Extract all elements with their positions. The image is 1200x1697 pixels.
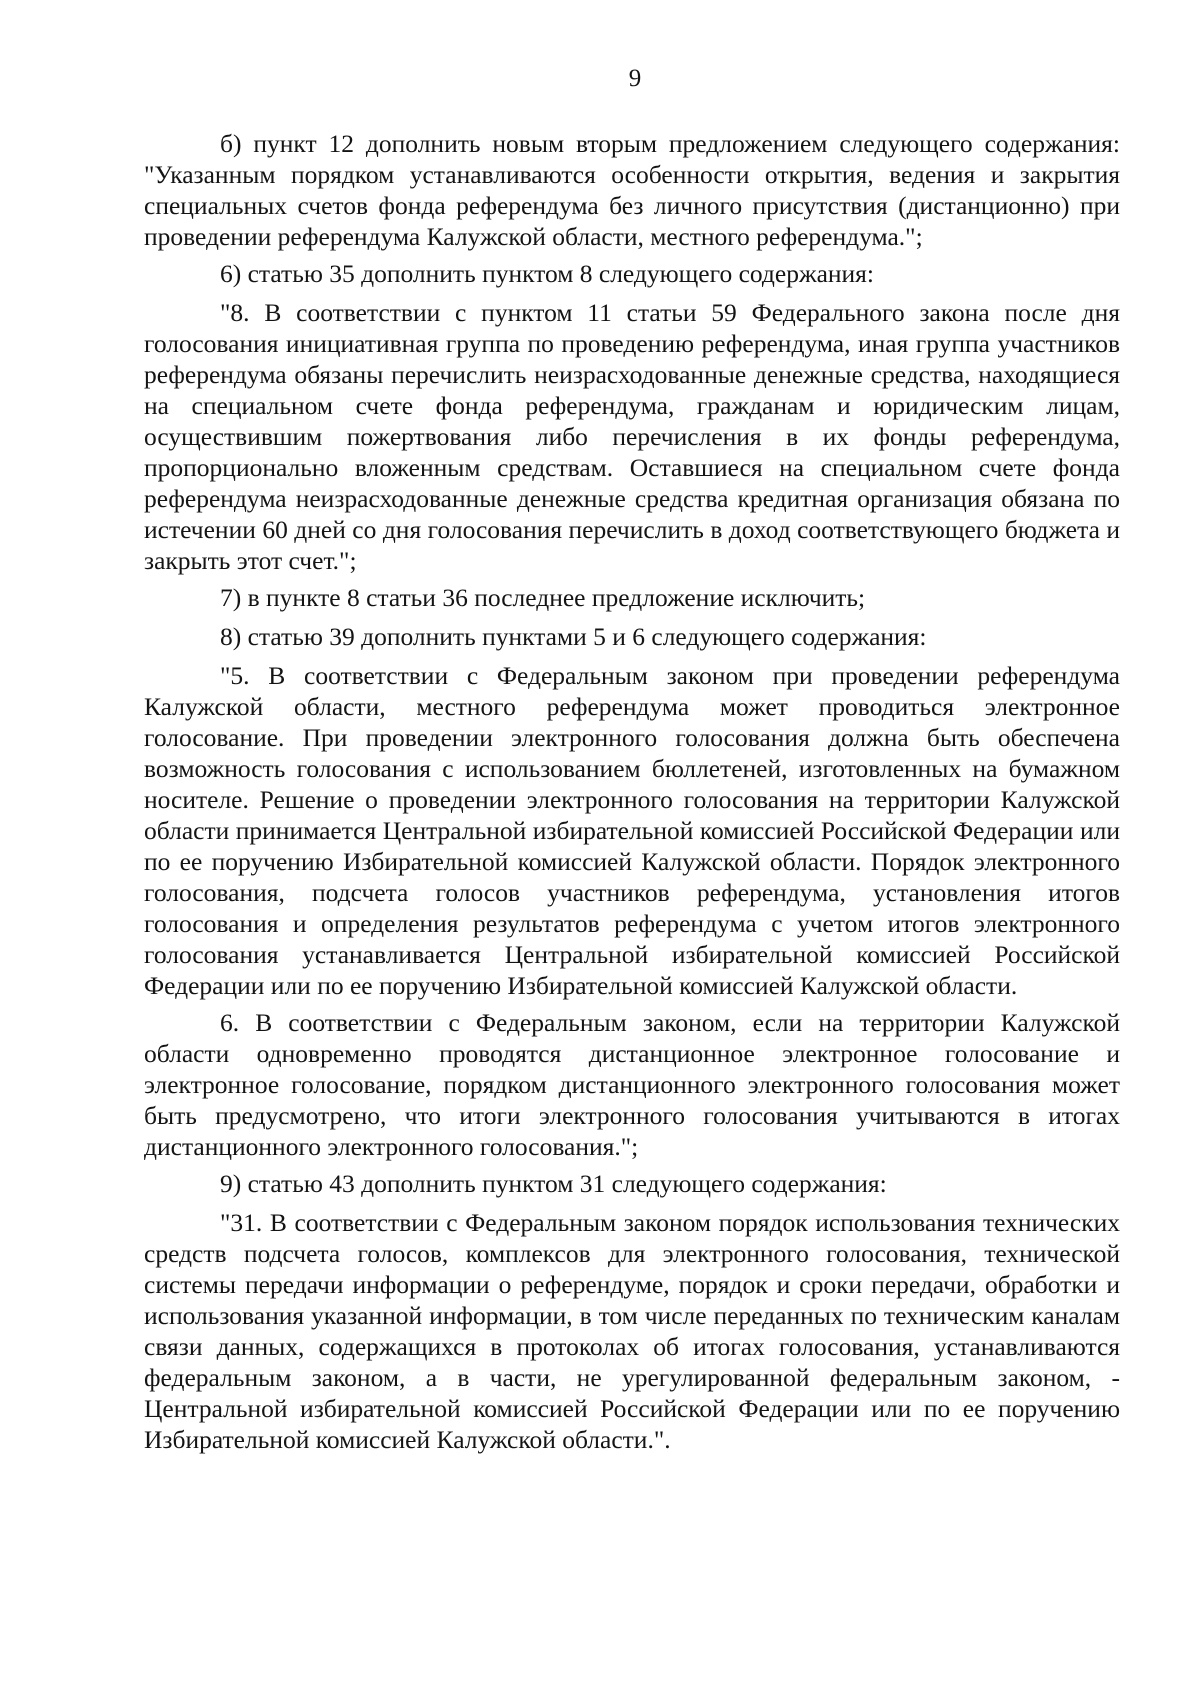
page-number: 9 xyxy=(628,65,642,92)
paragraph-7-article-36: 7) в пункте 8 статьи 36 последнее предложение исключить; xyxy=(220,583,866,612)
paragraph-point-6: 6. В соответствии с Федеральным законом, если на территории Калужской области одновременно проводятся дистанционное электронное голосование и электронное голосование, порядком дистанционного электронного голосования может быть предусмотрено, что итоги электронного голосования учитываются в итогах дистанционного электронного голосования."; xyxy=(144,1008,1120,1161)
paragraph-8-article-39: 8) статью 39 дополнить пунктами 5 и 6 следующего содержания: xyxy=(220,622,927,651)
paragraph-b-item-12: б) пункт 12 дополнить новым вторым предложением следующего содержания: "Указанным порядком устанавливаются особенности открытия, ведения и закрытия специальных счетов фонда референдума без личного присутствия (дистанционно) при проведении референдума Калужской области, местного референдума."; xyxy=(144,129,1120,251)
paragraph-6-article-35: 6) статью 35 дополнить пунктом 8 следующего содержания: xyxy=(220,259,874,288)
paragraph-quote-point-31: "31. В соответствии с Федеральным законом порядок использования технических средств подсчета голосов, комплексов для электронного голосования, технической системы передачи информации о референдуме, порядок и сроки передачи, обработки и использования указанной информации, в том числе переданных по техническим каналам связи данных, содержащихся в протоколах об итогах голосования, устанавливаются федеральным законом, а в части, не урегулированной федеральным законом, - Центральной избирательной комиссией Российской Федерации или по ее поручению Избирательной комиссией Калужской области.". xyxy=(144,1208,1120,1454)
document-body xyxy=(144,128,1120,1461)
paragraph-9-article-43: 9) статью 43 дополнить пунктом 31 следующего содержания: xyxy=(220,1169,887,1198)
paragraph-quote-point-5: "5. В соответствии с Федеральным законом при проведении референдума Калужской области, местного референдума может проводиться электронное голосование. При проведении электронного голосования должна быть обеспечена возможность голосования с использованием бюллетеней, изготовленных на бумажном носителе. Решение о проведении электронного голосования на территории Калужской области принимается Центральной избирательной комиссией Российской Федерации или по ее поручению Избирательной комиссией Калужской области. Порядок электронного голосования, подсчета голосов участников референдума, установления итогов голосования и определения результатов референдума с учетом итогов электронного голосования устанавливается Центральной избирательной комиссией Российской Федерации или по ее поручению Избирательной комиссией Калужской области. xyxy=(144,661,1120,1000)
paragraph-quote-point-8: "8. В соответствии с пунктом 11 статьи 59 Федерального закона после дня голосования инициативная группа по проведению референдума, иная группа участников референдума обязаны перечислить неизрасходованные денежные средства, находящиеся на специальном счете фонда референдума, гражданам и юридическим лицам, осуществившим пожертвования либо перечисления в их фонды референдума, пропорционально вложенным средствам. Оставшиеся на специальном счете фонда референдума неизрасходованные денежные средства кредитная организация обязана по истечении 60 дней со дня голосования перечислить в доход соответствующего бюджета и закрыть этот счет."; xyxy=(144,298,1120,575)
